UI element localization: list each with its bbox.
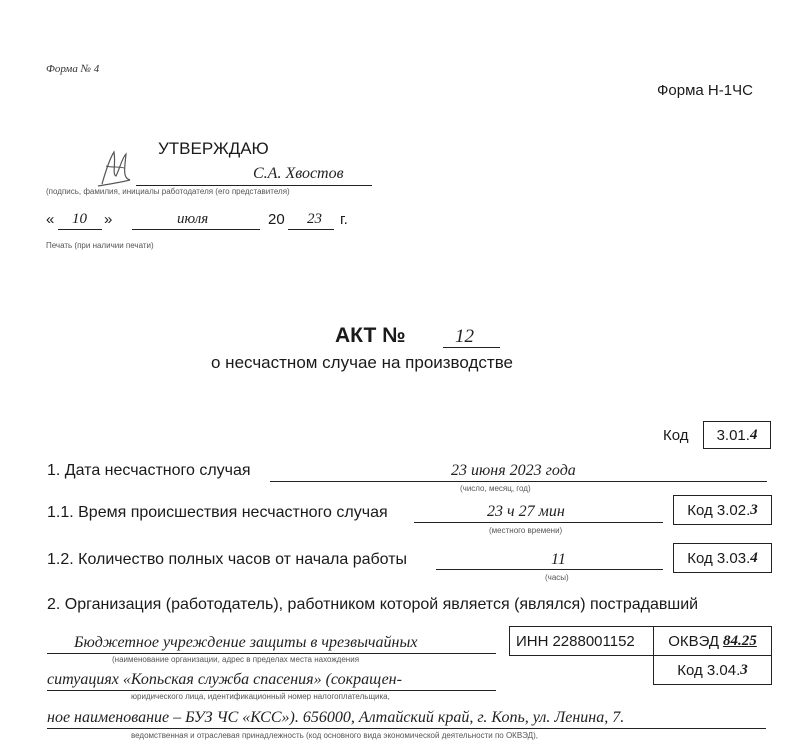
okved-box bbox=[653, 626, 772, 656]
stamp-caption: Печать (при наличии печати) bbox=[46, 241, 154, 250]
code-box-3-03 bbox=[673, 543, 772, 573]
item-date-label: 1. Дата несчастного случая bbox=[47, 462, 251, 479]
org-caption-2: юридического лица, идентификационный номер налогоплательщика, bbox=[131, 692, 390, 701]
inn-value: 2288001152 bbox=[552, 632, 635, 650]
act-subtitle: о несчастном случае на производстве bbox=[211, 353, 513, 372]
approval-year-g: г. bbox=[340, 211, 348, 228]
inn-box bbox=[509, 626, 654, 656]
approval-month: июля bbox=[177, 211, 209, 227]
item-date-caption: (число, месяц, год) bbox=[460, 484, 531, 493]
date-quote-open: « bbox=[46, 211, 55, 228]
item-org-label: 2. Организация (работодатель), работником которой является (являлся) пострадавший bbox=[47, 596, 699, 613]
item-hours-label: 1.2. Количество полных часов от начала работы bbox=[47, 551, 408, 568]
code-top-suffix: 4 bbox=[749, 426, 758, 443]
org-line-3: ное наименование – БУЗ ЧС «КСС»). 656000, Алтайский край, г. Копь, ул. Ленина, 7. bbox=[47, 709, 625, 726]
signatory-caption: (подпись, фамилия, инициалы работодателя (его представителя) bbox=[46, 187, 290, 196]
date-quote-close: » bbox=[104, 211, 113, 228]
item-time-label: 1.1. Время происшествия несчастного случая bbox=[47, 504, 388, 521]
signatory-name: С.А. Хвостов bbox=[253, 165, 344, 182]
org-caption-3: ведомственная и отраслевая принадлежность (код основного вида экономической деятельности по ОКВЭД), bbox=[131, 731, 538, 740]
okved-value: 84.25 bbox=[723, 632, 757, 649]
item-org-code-prefix: Код 3.04. bbox=[677, 661, 741, 679]
form-code: Форма Н-1ЧС bbox=[657, 82, 753, 99]
item-time-value: 23 ч 27 мин bbox=[487, 503, 565, 520]
item-hours-value: 11 bbox=[551, 551, 566, 568]
approval-day: 10 bbox=[72, 211, 87, 227]
item-time-code-suffix: 3 bbox=[750, 501, 758, 518]
item-hours-code-prefix: Код 3.03. bbox=[687, 549, 751, 567]
item-date-value: 23 июня 2023 года bbox=[451, 462, 576, 479]
signature-scribble bbox=[92, 146, 142, 192]
item-time-caption: (местного времени) bbox=[489, 526, 563, 535]
code-top-prefix: 3.01. bbox=[716, 426, 750, 444]
act-number: 12 bbox=[455, 326, 474, 347]
item-org-code-suffix: 3 bbox=[740, 661, 748, 678]
inn-label: ИНН bbox=[516, 632, 549, 650]
signature-line bbox=[136, 185, 372, 186]
item-time-code-prefix: Код 3.02. bbox=[687, 501, 751, 519]
act-title: АКТ № bbox=[335, 324, 406, 347]
org-line-2: ситуациях «Копьская служба спасения» (сокращен- bbox=[47, 671, 402, 688]
form-number: Форма № 4 bbox=[46, 63, 100, 75]
org-line-1: Бюджетное учреждение защиты в чрезвычайных bbox=[74, 634, 418, 651]
item-hours-code-suffix: 4 bbox=[750, 549, 758, 566]
code-box-3-04 bbox=[653, 655, 772, 685]
approval-year-prefix: 20 bbox=[268, 211, 285, 228]
okved-label: ОКВЭД bbox=[668, 632, 720, 650]
code-box-3-02 bbox=[673, 495, 772, 525]
org-caption-1: (наименование организации, адрес в пределах места нахождения bbox=[112, 655, 360, 664]
approval-year-suffix: 23 bbox=[307, 211, 322, 227]
code-box-3-01 bbox=[703, 421, 771, 449]
code-top-label: Код bbox=[663, 427, 689, 444]
item-hours-caption: (часы) bbox=[545, 573, 569, 582]
approval-title: УТВЕРЖДАЮ bbox=[158, 139, 269, 158]
